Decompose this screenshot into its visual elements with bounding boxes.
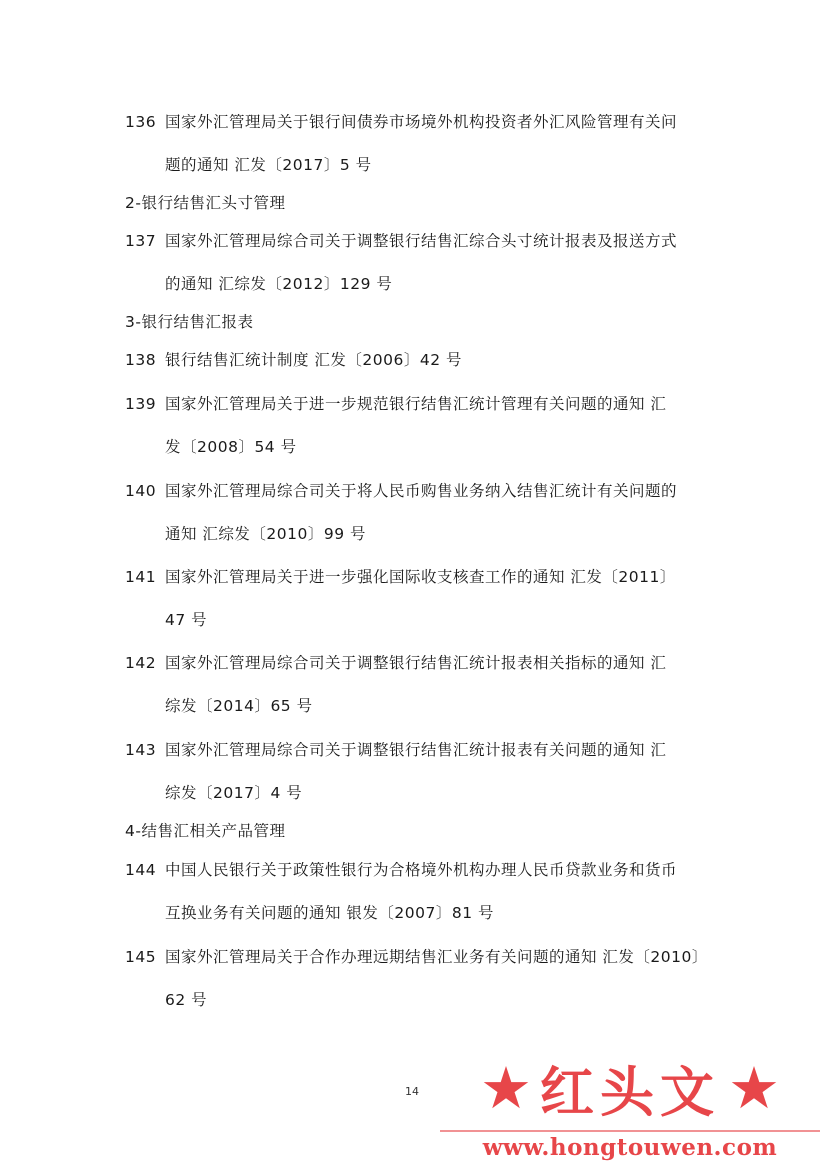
item-text: 国家外汇管理局综合司关于将人民币购售业务纳入结售汇统计有关问题的 (165, 482, 678, 500)
watermark-title-row (440, 1050, 820, 1126)
section-heading: 2-银行结售汇头寸管理 (125, 194, 286, 212)
item-text-continued: 综发〔2014〕65 号 (165, 697, 313, 715)
watermark-url: www.hongtouwen.com (482, 1134, 778, 1161)
item-text-continued: 互换业务有关问题的通知 银发〔2007〕81 号 (165, 904, 495, 922)
list-item (125, 945, 725, 1012)
watermark-divider (440, 1130, 820, 1132)
item-number: 145 (125, 948, 157, 966)
item-number: 136 (125, 113, 157, 131)
item-number: 141 (125, 568, 157, 586)
item-text: 国家外汇管理局关于进一步强化国际收支核查工作的通知 汇发〔2011〕 (165, 568, 676, 586)
section-heading: 4-结售汇相关产品管理 (125, 822, 286, 840)
item-number: 143 (125, 741, 157, 759)
item-text-continued: 47 号 (165, 611, 208, 629)
item-text: 银行结售汇统计制度 汇发〔2006〕42 号 (165, 351, 463, 369)
item-text: 国家外汇管理局综合司关于调整银行结售汇统计报表有关问题的通知 汇 (165, 741, 667, 759)
item-number: 144 (125, 861, 157, 879)
item-text: 中国人民银行关于政策性银行为合格境外机构办理人民币贷款业务和货币 (165, 861, 678, 879)
item-text: 国家外汇管理局关于银行间债券市场境外机构投资者外汇风险管理有关问 (165, 113, 678, 131)
item-number: 142 (125, 654, 157, 672)
item-text: 国家外汇管理局关于进一步规范银行结售汇统计管理有关问题的通知 汇 (165, 395, 667, 413)
list-item (125, 858, 725, 925)
item-number: 139 (125, 395, 157, 413)
page-number: 14 (405, 1085, 419, 1098)
item-text: 国家外汇管理局综合司关于调整银行结售汇统计报表相关指标的通知 汇 (165, 654, 667, 672)
list-item (125, 348, 725, 372)
item-number: 138 (125, 351, 157, 369)
list-item (125, 392, 725, 459)
list-item (125, 110, 725, 177)
section-heading: 3-银行结售汇报表 (125, 313, 254, 331)
item-number: 140 (125, 482, 157, 500)
watermark-logo (440, 1050, 827, 1170)
watermark-title: 红头文 (540, 1059, 720, 1124)
item-number: 137 (125, 232, 157, 250)
item-text-continued: 62 号 (165, 991, 208, 1009)
list-item (125, 738, 725, 805)
star-icon: ★ (480, 1054, 532, 1122)
star-icon: ★ (728, 1054, 780, 1122)
item-text-continued: 发〔2008〕54 号 (165, 438, 297, 456)
list-item (125, 651, 725, 718)
item-text-continued: 综发〔2017〕4 号 (165, 784, 303, 802)
item-text: 国家外汇管理局综合司关于调整银行结售汇综合头寸统计报表及报送方式 (165, 232, 678, 250)
list-item (125, 229, 725, 296)
item-text: 国家外汇管理局关于合作办理远期结售汇业务有关问题的通知 汇发〔2010〕 (165, 948, 708, 966)
item-text-continued: 通知 汇综发〔2010〕99 号 (165, 525, 367, 543)
list-item (125, 565, 725, 632)
item-text-continued: 的通知 汇综发〔2012〕129 号 (165, 275, 393, 293)
list-item (125, 479, 725, 546)
item-text-continued: 题的通知 汇发〔2017〕5 号 (165, 156, 372, 174)
